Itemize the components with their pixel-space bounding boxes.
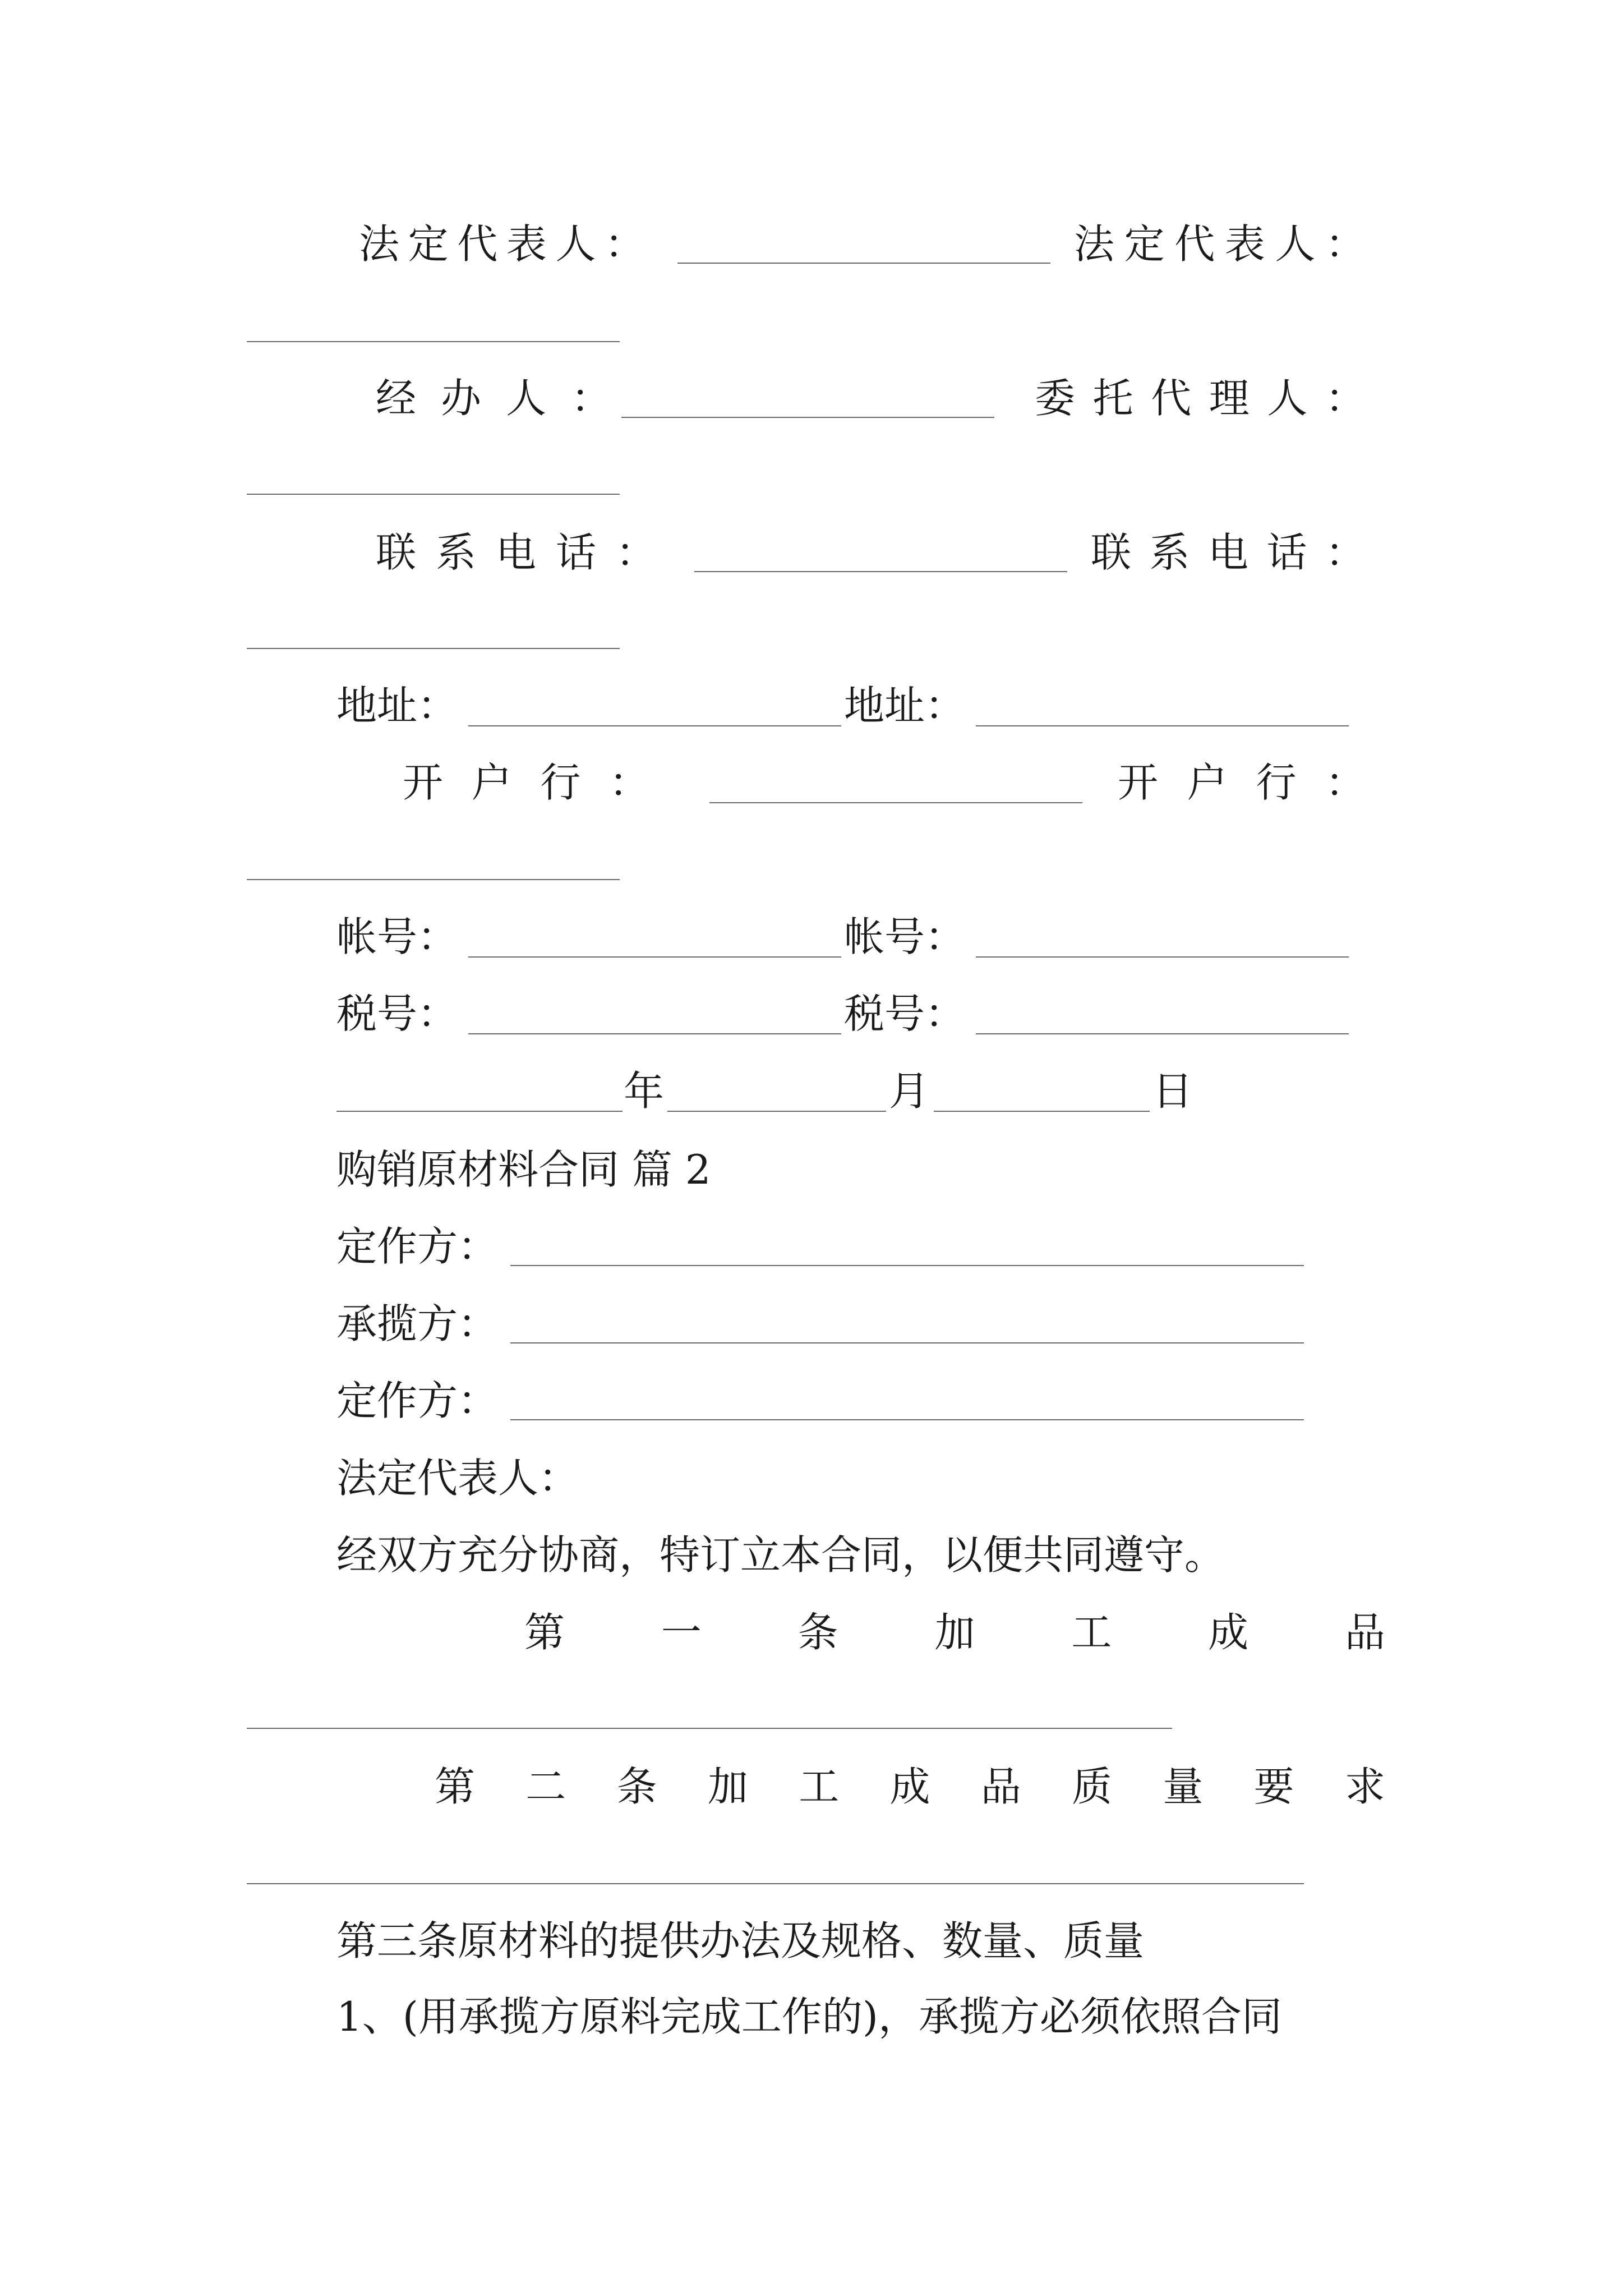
- row7-left-blank[interactable]: [468, 1033, 841, 1034]
- row5-right-blank[interactable]: [247, 879, 620, 880]
- glyph: 量: [1163, 1763, 1204, 1810]
- party-b-blank[interactable]: [510, 1342, 1304, 1343]
- glyph: ：: [1325, 759, 1366, 806]
- row2-right-blank[interactable]: [247, 494, 620, 495]
- row4-left-blank[interactable]: [468, 725, 841, 726]
- row3-left-blank[interactable]: [694, 571, 1067, 572]
- glyph: 开: [1118, 759, 1159, 806]
- glyph: 人: [555, 220, 596, 268]
- glyph: 联: [1091, 529, 1132, 576]
- article-2-blank[interactable]: [247, 1883, 1304, 1884]
- glyph: 联: [376, 529, 417, 576]
- row4-right-blank[interactable]: [976, 725, 1349, 726]
- party-b-label: 承揽方：: [336, 1300, 499, 1347]
- glyph: 行: [540, 759, 581, 806]
- day-label: 日: [1152, 1068, 1193, 1115]
- row5-right-label: [1118, 757, 1366, 808]
- glyph: 成: [1208, 1609, 1249, 1656]
- glyph: 条: [616, 1763, 657, 1810]
- glyph: 求: [1344, 1763, 1385, 1810]
- glyph: ：: [1325, 375, 1366, 422]
- glyph: 品: [1344, 1609, 1385, 1656]
- glyph: 定: [408, 220, 449, 268]
- glyph: 电: [1207, 529, 1248, 576]
- glyph: ：: [604, 220, 645, 268]
- glyph: 开: [403, 759, 444, 806]
- party-a1-blank[interactable]: [510, 1265, 1304, 1266]
- article-2-title: [435, 1761, 1385, 1812]
- day-blank[interactable]: [934, 1111, 1150, 1112]
- glyph: 加: [707, 1763, 748, 1810]
- row2-left-blank[interactable]: [621, 417, 994, 418]
- glyph: 品: [980, 1763, 1021, 1810]
- month-label: 月: [889, 1068, 930, 1115]
- glyph: ：: [570, 375, 611, 422]
- row4-left-label: 地址：: [336, 682, 458, 729]
- glyph: 话: [555, 529, 596, 576]
- glyph: 委: [1035, 375, 1076, 422]
- glyph: ：: [1325, 220, 1366, 268]
- row7-left-label: 税号：: [336, 990, 458, 1037]
- article-3-title: 第三条原材料的提供办法及规格、数量、质量: [336, 1917, 1145, 1964]
- glyph: 人: [1267, 375, 1308, 422]
- glyph: 话: [1266, 529, 1307, 576]
- row6-left-label: 帐号：: [336, 913, 458, 960]
- row6-left-blank[interactable]: [468, 956, 841, 958]
- glyph: 第: [524, 1609, 565, 1656]
- glyph: 经: [376, 375, 417, 422]
- glyph: 人: [1275, 220, 1316, 268]
- glyph: 办: [440, 375, 481, 422]
- glyph: 第: [435, 1763, 476, 1810]
- row4-right-label: 地址：: [844, 682, 966, 729]
- glyph: ：: [615, 529, 656, 576]
- row1-left-blank[interactable]: [677, 263, 1050, 264]
- row3-right-label: [1091, 527, 1366, 578]
- row5-left-label: [403, 757, 649, 808]
- glyph: 代: [457, 220, 498, 268]
- glyph: 成: [889, 1763, 930, 1810]
- row7-right-label: 税号：: [844, 990, 966, 1037]
- article-1-blank[interactable]: [247, 1728, 1172, 1729]
- glyph: 系: [435, 529, 476, 576]
- row5-left-blank[interactable]: [709, 802, 1082, 803]
- row1-right-label: [1074, 219, 1366, 269]
- glyph: 行: [1256, 759, 1297, 806]
- glyph: ：: [608, 759, 649, 806]
- article-3-item-1: 1、(用承揽方原料完成工作的)，承揽方必须依照合同: [336, 1993, 1282, 2040]
- glyph: 质: [1072, 1763, 1113, 1810]
- glyph: 表: [1224, 220, 1265, 268]
- row3-left-label: [376, 527, 656, 578]
- glyph: 电: [495, 529, 536, 576]
- row2-right-label: [1035, 373, 1366, 424]
- glyph: 代: [1151, 375, 1192, 422]
- section-heading: 购销原材料合同 篇 2: [336, 1146, 711, 1193]
- row6-right-blank[interactable]: [976, 956, 1349, 958]
- glyph: 二: [525, 1763, 566, 1810]
- glyph: 要: [1253, 1763, 1294, 1810]
- glyph: 条: [797, 1609, 838, 1656]
- glyph: 系: [1149, 529, 1190, 576]
- row3-right-blank[interactable]: [247, 648, 620, 649]
- glyph: 加: [934, 1609, 975, 1656]
- legal-rep-label: 法定代表人：: [336, 1455, 579, 1502]
- glyph: 一: [661, 1609, 702, 1656]
- article-1-title: [524, 1607, 1385, 1658]
- glyph: 法: [1074, 220, 1115, 268]
- glyph: 理: [1209, 375, 1249, 422]
- row6-right-label: 帐号：: [844, 913, 966, 960]
- glyph: 定: [1124, 220, 1165, 268]
- glyph: 户: [1187, 759, 1228, 806]
- row1-left-label: [359, 219, 645, 269]
- year-blank[interactable]: [336, 1111, 623, 1112]
- glyph: ：: [1325, 529, 1366, 576]
- party-a1-label: 定作方：: [336, 1223, 499, 1270]
- glyph: 人: [505, 375, 546, 422]
- row7-right-blank[interactable]: [976, 1033, 1349, 1034]
- glyph: 户: [471, 759, 512, 806]
- glyph: 托: [1092, 375, 1133, 422]
- glyph: 工: [1071, 1609, 1112, 1656]
- glyph: 法: [359, 220, 400, 268]
- month-blank[interactable]: [667, 1111, 886, 1112]
- row2-left-label: [376, 373, 611, 424]
- year-label: 年: [624, 1068, 665, 1115]
- glyph: 表: [506, 220, 547, 268]
- row1-right-blank[interactable]: [247, 341, 620, 342]
- intro-paragraph: 经双方充分协商，特订立本合同，以便共同遵守。: [336, 1531, 1225, 1579]
- party-a2-blank[interactable]: [510, 1419, 1304, 1420]
- glyph: 工: [799, 1763, 840, 1810]
- party-a2-label: 定作方：: [336, 1377, 499, 1424]
- glyph: 代: [1174, 220, 1215, 268]
